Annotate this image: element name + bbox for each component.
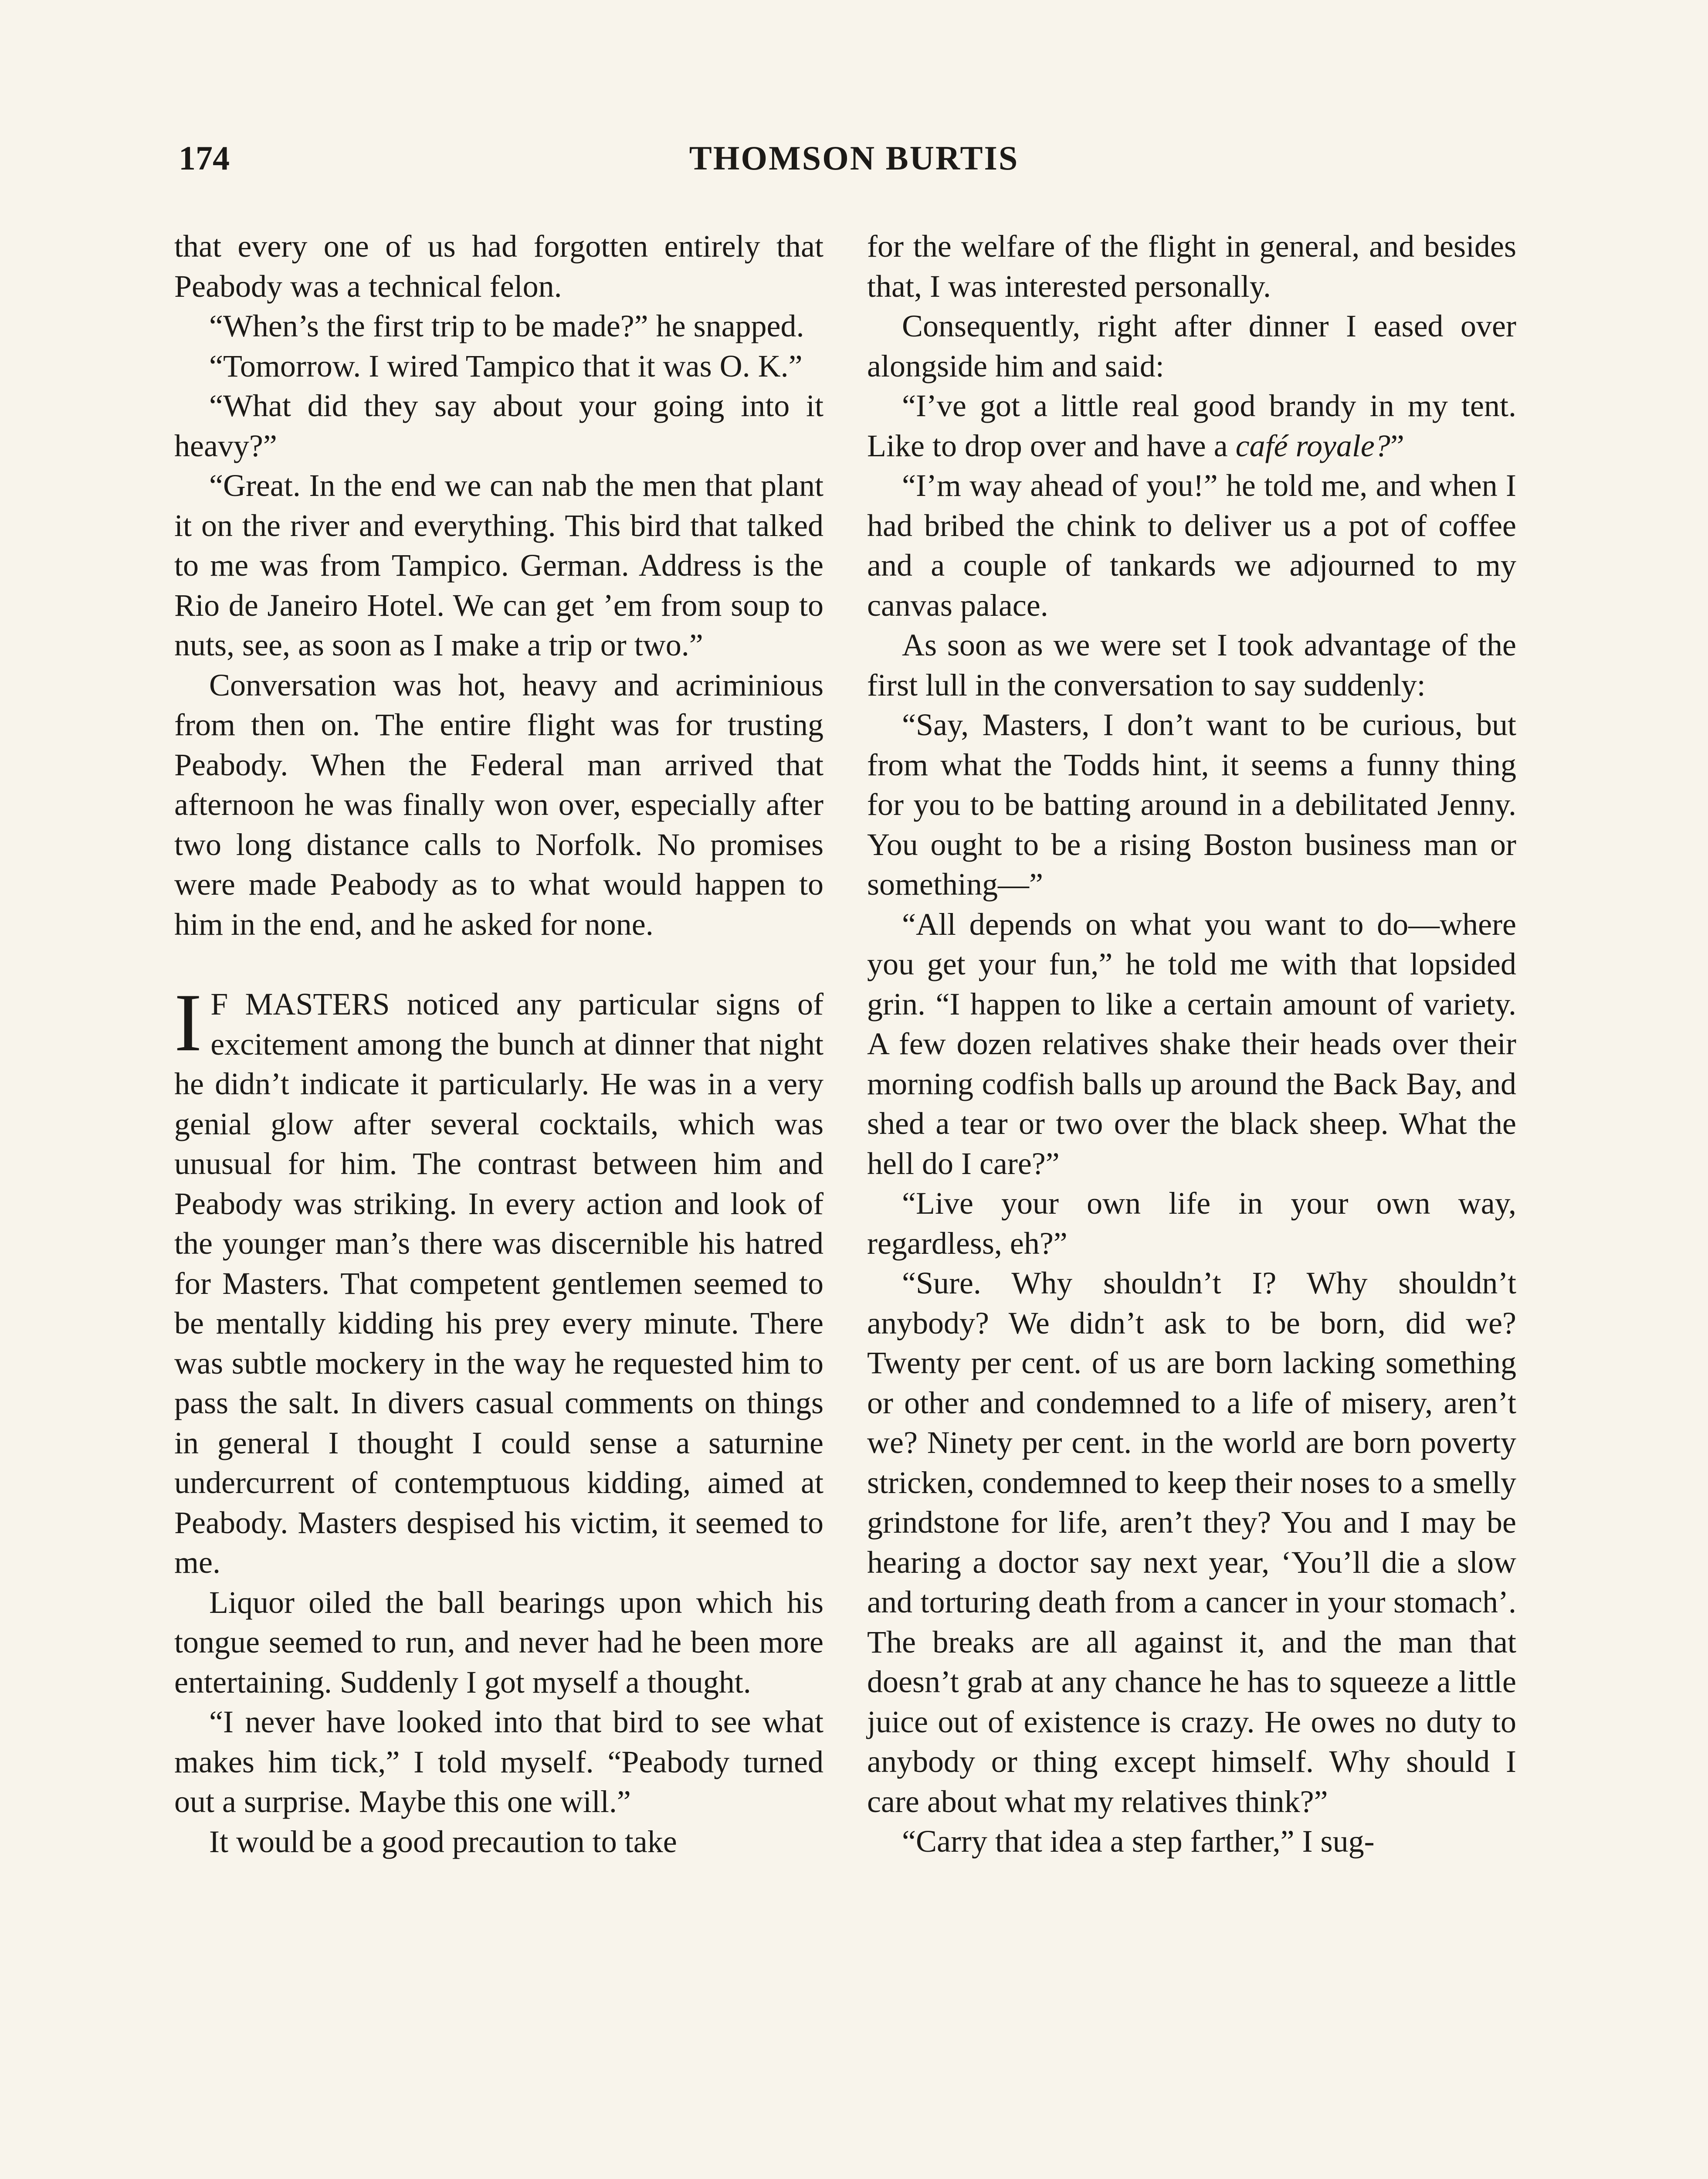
closing-quote: ” (1390, 428, 1404, 463)
paragraph: “Live your own life in your own way, regardless, eh?” (867, 1186, 1516, 1261)
paragraph: “When’s the first trip to be made?” he snapped. (209, 309, 804, 343)
section-opening-paragraph (174, 977, 824, 1583)
paragraph: “I’m way ahead of you!” he told me, and when I had bribed the chink to deliver us a pot of coffee and a couple of tankards we adjourned to my canvas palace. (867, 468, 1516, 623)
right-column (867, 227, 1516, 1862)
paragraph: “Great. In the end we can nab the men that plant it on the river and everything. This bird that talked to me was from Tampico. German. Address is the Rio de Janeiro Hotel. We can get ’em from soup to nuts, see, as soon as I make a trip or two.” (174, 468, 824, 662)
paragraph-body: noticed any particular signs of excitement among the bunch at dinner that night he didn’t indicate it particularly. He was in a very genial glow after several cocktails, which was unusual for him. The contrast between him and Peabody was striking. In every action and look of the younger man’s there was discernible his hatred for Masters. That competent gentlemen seemed to be mentally kidding his prey every minute. There was subtle mockery in the way he requested him to pass the salt. In divers casual comments on things in general I thought I could sense a saturnine undercurrent of contemptuous kidding, aimed at Peabody. Masters despised his victim, it seemed to me. (174, 987, 824, 1580)
italic-phrase: café royale? (1235, 428, 1390, 463)
left-column (174, 227, 824, 1862)
paragraph: It would be a good precaution to take (209, 1824, 677, 1859)
paragraph: Conversation was hot, heavy and acriminious from then on. The entire flight was for trusting Peabody. When the Federal man arrived that afternoon he was finally won over, especially after two long distance calls to Norfolk. No promises were made Peabody as to what would happen to him in the end, and he asked for none. (174, 667, 824, 942)
paragraph: “All depends on what you want to do—where you get your fun,” he told me with that lopsided grin. “I happen to like a certain amount of variety. A few dozen relatives shake their heads over their morning codfish balls up around the Back Bay, and shed a tear or two over the black sheep. What the hell do I care?” (867, 906, 1516, 1181)
paragraph: Liquor oiled the ball bearings upon which his tongue seemed to run, and never had he been more entertaining. Suddenly I got myself a thought. (174, 1585, 824, 1700)
page-header (179, 139, 1529, 182)
paragraph: As soon as we were set I took advantage of the first lull in the conversation to say suddenly: (867, 628, 1516, 703)
paragraph (867, 386, 1516, 466)
paragraph-text: “I’ve got a little real good brandy in my tent. Like to drop over and have a (867, 388, 1516, 463)
lead-in: F MASTERS (210, 987, 390, 1022)
paragraph: “Carry that idea a step farther,” I sug- (902, 1824, 1375, 1859)
paragraph: Consequently, right after dinner I eased over alongside him and said: (867, 309, 1516, 384)
paragraph: “Sure. Why shouldn’t I? Why shouldn’t anybody? We didn’t ask to be born, did we? Twenty per cent. of us are born lacking something or other and condemned to a life of misery, aren’t we? Ninety per cent. in the world are born poverty stricken, condemned to keep their noses to a smelly grindstone for life, aren’t they? You and I may be hearing a doctor say next year, ‘You’ll die a slow and torturing death from a cancer in your stomach’. The breaks are all against it, and the man that doesn’t grab at any chance he has to squeeze a little juice out of existence is crazy. He owes no duty to anybody or thing except himself. Why should I care about what my relatives think?” (867, 1266, 1516, 1819)
page-number: 174 (179, 139, 230, 177)
paragraph: “Say, Masters, I don’t want to be curious, but from what the Todds hint, it seems a funny thing for you to be batting around in a debilitated Jenny. You ought to be a rising Boston business man or something—” (867, 707, 1516, 902)
paragraph: “Tomorrow. I wired Tampico that it was O. K.” (209, 348, 803, 384)
paragraph: “What did they say about your going into it heavy?” (174, 388, 824, 463)
paragraph: “I never have looked into that bird to see what makes him tick,” I told myself. “Peabody turned out a surprise. Maybe this one will.” (174, 1704, 824, 1819)
paragraph: for the welfare of the flight in general, and besides that, I was interested personally. (867, 229, 1516, 304)
paragraph: that every one of us had forgotten entirely that Peabody was a technical felon. (174, 229, 824, 304)
running-head: THOMSON BURTIS (689, 139, 1019, 177)
drop-cap: I (174, 977, 202, 1069)
